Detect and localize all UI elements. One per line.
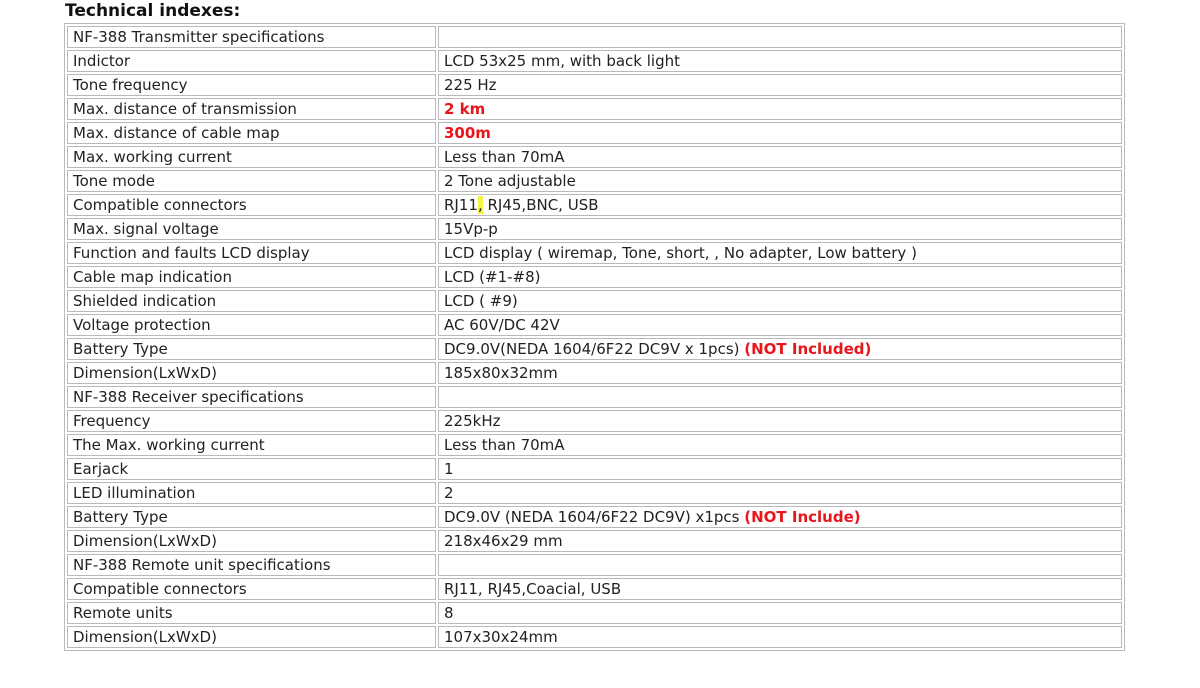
spec-value: Less than 70mA	[438, 434, 1122, 456]
spec-label: Max. signal voltage	[67, 218, 436, 240]
spec-value	[438, 386, 1122, 408]
spec-value-part: RJ45,BNC, USB	[482, 196, 599, 214]
spec-value-emphasis: 300m	[438, 122, 1122, 144]
spec-value: 107x30x24mm	[438, 626, 1122, 648]
spec-value	[438, 338, 1122, 360]
spec-value: LCD display ( wiremap, Tone, short, , No adapter, Low battery )	[438, 242, 1122, 264]
table-row	[67, 290, 1122, 312]
spec-label: Max. working current	[67, 146, 436, 168]
spec-value: 15Vp-p	[438, 218, 1122, 240]
spec-label: Max. distance of transmission	[67, 98, 436, 120]
spec-label: Cable map indication	[67, 266, 436, 288]
table-row	[67, 506, 1122, 528]
spec-label: Dimension(LxWxD)	[67, 362, 436, 384]
not-included-note: (NOT Included)	[744, 340, 872, 358]
table-row	[67, 146, 1122, 168]
spec-table	[64, 23, 1125, 651]
table-row	[67, 50, 1122, 72]
table-row	[67, 122, 1122, 144]
spec-label: Remote units	[67, 602, 436, 624]
table-row	[67, 74, 1122, 96]
spec-label: Dimension(LxWxD)	[67, 626, 436, 648]
spec-label: LED illumination	[67, 482, 436, 504]
spec-label: Frequency	[67, 410, 436, 432]
spec-label: Battery Type	[67, 506, 436, 528]
spec-label: Voltage protection	[67, 314, 436, 336]
table-row	[67, 362, 1122, 384]
table-row	[67, 218, 1122, 240]
table-row	[67, 338, 1122, 360]
spec-value	[438, 554, 1122, 576]
spec-label: The Max. working current	[67, 434, 436, 456]
spec-label: Max. distance of cable map	[67, 122, 436, 144]
table-row	[67, 578, 1122, 600]
section-header-remote: NF-388 Remote unit specifications	[67, 554, 436, 576]
spec-value	[438, 506, 1122, 528]
table-row	[67, 386, 1122, 408]
spec-value: 2 Tone adjustable	[438, 170, 1122, 192]
spec-label: Shielded indication	[67, 290, 436, 312]
spec-value: RJ11, RJ45,Coacial, USB	[438, 578, 1122, 600]
spec-value-part: DC9.0V (NEDA 1604/6F22 DC9V) x1pcs	[444, 508, 745, 526]
table-row	[67, 242, 1122, 264]
spec-label: Battery Type	[67, 338, 436, 360]
spec-value: 225 Hz	[438, 74, 1122, 96]
spec-value: 225kHz	[438, 410, 1122, 432]
spec-value: 185x80x32mm	[438, 362, 1122, 384]
page-title: Technical indexes:	[65, 1, 241, 21]
table-row	[67, 98, 1122, 120]
spec-value: LCD ( #9)	[438, 290, 1122, 312]
spec-value: 8	[438, 602, 1122, 624]
section-header-receiver: NF-388 Receiver specifications	[67, 386, 436, 408]
spec-label: Dimension(LxWxD)	[67, 530, 436, 552]
table-row	[67, 26, 1122, 48]
spec-value-emphasis: 2 km	[438, 98, 1122, 120]
spec-value	[438, 194, 1122, 216]
table-row	[67, 602, 1122, 624]
spec-value: 218x46x29 mm	[438, 530, 1122, 552]
table-row	[67, 458, 1122, 480]
table-row	[67, 410, 1122, 432]
spec-label: Tone mode	[67, 170, 436, 192]
section-header-transmitter: NF-388 Transmitter specifications	[67, 26, 436, 48]
spec-label: Compatible connectors	[67, 194, 436, 216]
spec-label: Tone frequency	[67, 74, 436, 96]
spec-value: AC 60V/DC 42V	[438, 314, 1122, 336]
table-row	[67, 266, 1122, 288]
table-row	[67, 626, 1122, 648]
spec-label: Function and faults LCD display	[67, 242, 436, 264]
not-included-note: (NOT Include)	[744, 508, 861, 526]
spec-label: Indictor	[67, 50, 436, 72]
table-row	[67, 482, 1122, 504]
table-row	[67, 170, 1122, 192]
table-row	[67, 314, 1122, 336]
spec-value: LCD 53x25 mm, with back light	[438, 50, 1122, 72]
table-row	[67, 554, 1122, 576]
spec-value: Less than 70mA	[438, 146, 1122, 168]
highlight-mark: ,	[477, 196, 483, 214]
spec-value: 2	[438, 482, 1122, 504]
table-row	[67, 530, 1122, 552]
spec-value-part: RJ11	[444, 196, 478, 214]
table-row	[67, 194, 1122, 216]
spec-value	[438, 26, 1122, 48]
spec-value: LCD (#1-#8)	[438, 266, 1122, 288]
spec-label: Compatible connectors	[67, 578, 436, 600]
spec-value: 1	[438, 458, 1122, 480]
table-row	[67, 434, 1122, 456]
spec-value-part: DC9.0V(NEDA 1604/6F22 DC9V x 1pcs)	[444, 340, 745, 358]
spec-label: Earjack	[67, 458, 436, 480]
